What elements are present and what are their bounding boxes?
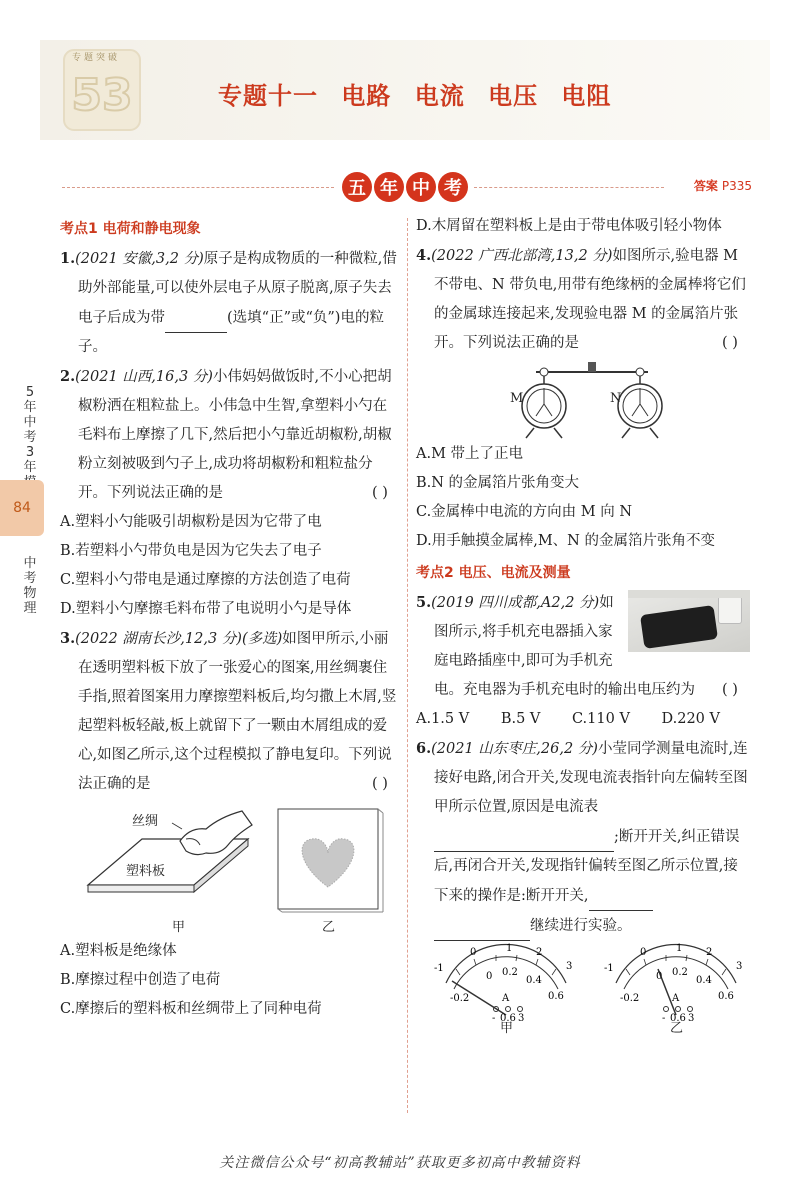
meter-a-top-3: 1 bbox=[506, 943, 513, 954]
meter-b-bottom-5: 0.6 bbox=[718, 991, 734, 1002]
question-4 bbox=[416, 241, 750, 358]
q5-answer-bracket: ( ) bbox=[722, 682, 738, 698]
q3-figure-yi-label: 乙 bbox=[322, 920, 336, 935]
q3-option-b: B.摩擦过程中创造了电荷 bbox=[60, 972, 221, 988]
q1-number: 1. bbox=[60, 250, 76, 267]
left-column bbox=[60, 212, 400, 1024]
meter-a-top-5: 3 bbox=[566, 961, 573, 972]
meter-b-term-1: - bbox=[662, 1013, 666, 1024]
meter-b-bottom-3: 0.2 bbox=[672, 967, 688, 978]
q6-figure-labels bbox=[416, 1021, 750, 1043]
q4-number: 4. bbox=[416, 247, 432, 264]
section-badge: 中 bbox=[406, 172, 436, 202]
meter-a-bottom-5: 0.6 bbox=[548, 991, 564, 1002]
question-6 bbox=[416, 734, 750, 941]
page-title: 专题十一 电路 电流 电压 电阻 bbox=[218, 82, 612, 110]
q4-option-d: D.用手触摸金属棒,M、N 的金属箔片张角不变 bbox=[416, 533, 715, 549]
q2-text: 小伟妈妈做饭时,不小心把胡椒粉洒在粗粒盐上。小伟急中生智,拿塑料小勺在毛料布上摩擦了几下,然后把小勺靠近胡椒粉,胡椒粉立刻被吸到勺子上,成功将胡椒粉和粗粒盐分开。下列说法正确的是 bbox=[78, 369, 392, 501]
phone-charger-photo bbox=[628, 590, 750, 652]
page-number: 84 bbox=[13, 500, 31, 516]
meter-b-top-1: -1 bbox=[604, 963, 614, 974]
meter-a-bottom-1: -0.2 bbox=[450, 993, 470, 1004]
q6-figure-jia-label: 甲 bbox=[500, 1021, 514, 1036]
q6-figure bbox=[416, 941, 750, 1027]
meter-a-term-3: 3 bbox=[518, 1013, 525, 1024]
q1-blank bbox=[165, 303, 227, 333]
electroscope-n-label: N bbox=[610, 391, 622, 406]
q3-text: 如图甲所示,小丽在透明塑料板下放了一张爱心的图案,用丝绸裹住手指,照着图案用力摩擦塑料板后,均匀撒上木屑,竖起塑料板轻敲,板上就留下了一颗由木屑组成的爱心,如图乙所示,这个过程模拟了静电复印。下列说法正确的是 bbox=[78, 631, 397, 792]
q4-option-b: B.N 的金属箔片张角变大 bbox=[416, 475, 580, 491]
section-title bbox=[342, 172, 468, 202]
q6-blank-1 bbox=[434, 822, 614, 852]
question-2 bbox=[60, 362, 400, 508]
q4-option-a: A.M 带上了正电 bbox=[416, 446, 524, 462]
meter-a-top-2: 0 bbox=[470, 947, 477, 958]
question-5 bbox=[416, 588, 750, 734]
q5-options bbox=[416, 705, 750, 734]
kp2-heading: 考点2 电压、电流及测量 bbox=[416, 565, 571, 581]
q5-option-a: A.1.5 V bbox=[416, 711, 470, 727]
meter-b-top-3: 1 bbox=[676, 943, 683, 954]
q2-option-c: C.塑料小勺带电是通过摩擦的方法创造了电荷 bbox=[60, 572, 351, 588]
footer-note: 关注微信公众号“初高教辅站”获取更多初高中教辅资料 bbox=[219, 1155, 581, 1171]
meter-a-top-4: 2 bbox=[536, 947, 543, 958]
meter-a-top-1: -1 bbox=[434, 963, 444, 974]
logo-number: 53 bbox=[71, 70, 133, 121]
q3-board-label: 塑料板 bbox=[126, 864, 166, 879]
q5-source: (2019 四川成都,A2,2 分) bbox=[431, 595, 600, 611]
meter-b-unit: A bbox=[672, 993, 680, 1004]
q3-figure-jia-label: 甲 bbox=[172, 920, 186, 935]
q1-text: 原子是构成物质的一种微粒,借助外部能量,可以使外层电子从原子脱离,原子失去电子后成为带 bbox=[78, 251, 397, 326]
q3-option-d: D.木屑留在塑料板上是由于带电体吸引轻小物体 bbox=[416, 218, 722, 234]
page-number-tab bbox=[0, 480, 44, 536]
q6-blank-2-cont bbox=[434, 911, 530, 941]
q6-source: (2021 山东枣庄,26,2 分) bbox=[431, 741, 598, 757]
q6-blank-2 bbox=[589, 881, 653, 911]
q3-answer-bracket: ( ) bbox=[372, 776, 388, 792]
section-badge: 考 bbox=[438, 172, 468, 202]
q4-source: (2022 广西北部湾,13,2 分) bbox=[431, 248, 613, 264]
q2-option-a: A.塑料小勺能吸引胡椒粉是因为它带了电 bbox=[60, 514, 322, 530]
q4-answer-bracket: ( ) bbox=[722, 335, 738, 351]
side-series-label: 5年中考3年 bbox=[23, 385, 37, 475]
meter-a-term-2: 0.6 bbox=[500, 1013, 516, 1024]
q5-option-d: D.220 V bbox=[661, 711, 720, 727]
meter-a-bottom-3: 0.2 bbox=[502, 967, 518, 978]
right-column bbox=[416, 212, 750, 1043]
q3-figure-drawing bbox=[60, 799, 400, 937]
answer-label: 答案 bbox=[693, 179, 718, 193]
section-divider-right bbox=[474, 187, 664, 188]
answer-page: P335 bbox=[721, 179, 752, 193]
kp1-heading: 考点1 电荷和静电现象 bbox=[60, 221, 201, 237]
question-1 bbox=[60, 244, 400, 362]
q5-option-b: B.5 V bbox=[500, 711, 541, 727]
question-3 bbox=[60, 624, 400, 799]
meter-a-bottom-2: 0 bbox=[486, 971, 493, 982]
q2-option-d: D.塑料小勺摩擦毛料布带了电说明小勺是导体 bbox=[60, 601, 352, 617]
meter-a-bottom-4: 0.4 bbox=[526, 975, 542, 986]
meter-b-bottom-1: -0.2 bbox=[620, 993, 640, 1004]
q4-option-c: C.金属棒中电流的方向由 M 向 N bbox=[416, 504, 633, 520]
meter-a-term-1: - bbox=[492, 1013, 496, 1024]
q5-text: 如图所示,将手机充电器插入家庭电路插座中,即可为手机充电。充电器为手机充电时的输出电压约为 bbox=[434, 595, 695, 698]
section-badge: 年 bbox=[374, 172, 404, 202]
meter-b-top-4: 2 bbox=[706, 947, 713, 958]
meter-b-top-2: 0 bbox=[640, 947, 647, 958]
q2-source: (2021 山西,16,3 分) bbox=[75, 369, 213, 385]
q2-option-b: B.若塑料小勺带负电是因为它失去了电子 bbox=[60, 543, 322, 559]
meter-b-top-5: 3 bbox=[736, 961, 743, 972]
q2-number: 2. bbox=[60, 368, 76, 385]
q6-text-end: 继续进行实验。 bbox=[530, 918, 632, 934]
electroscope-icon bbox=[416, 358, 750, 440]
q4-figure bbox=[416, 358, 750, 440]
meter-a-unit: A bbox=[502, 993, 510, 1004]
q6-text-mid: ;断开开关,纠正错误后,再闭合开关,发现指针偏转至图乙所示位置,接下来的操作是:断开开关, bbox=[434, 829, 740, 904]
q3-source: (2022 湖南长沙,12,3 分)(多选) bbox=[75, 631, 283, 647]
ammeter-icon bbox=[416, 941, 750, 1027]
logo-caption: 专题突破 bbox=[72, 53, 121, 63]
q3-option-c: C.摩擦后的塑料板和丝绸带上了同种电荷 bbox=[60, 1001, 322, 1017]
q3-silk-label: 丝绸 bbox=[132, 814, 159, 829]
q3-figure bbox=[60, 799, 400, 937]
answer-reference bbox=[694, 177, 752, 194]
electroscope-m-label: M bbox=[510, 391, 524, 406]
q1-source: (2021 安徽,3,2 分) bbox=[75, 251, 204, 267]
q1-text-end: (选填“正”或“负”)电的粒子。 bbox=[78, 310, 384, 355]
q4-text: 如图所示,验电器 M 不带电、N 带负电,用带有绝缘柄的金属棒将它们的金属球连接起来,发现验电器 M 的金属箔片张开。下列说法正确的是 bbox=[434, 248, 746, 351]
meter-b-bottom-4: 0.4 bbox=[696, 975, 712, 986]
side-subject-label: 中考物理 bbox=[23, 556, 37, 616]
meter-b-bottom-2: 0 bbox=[656, 971, 663, 982]
q6-number: 6. bbox=[416, 740, 432, 757]
q6-figure-yi-label: 乙 bbox=[670, 1021, 684, 1036]
section-badge: 五 bbox=[342, 172, 372, 202]
q6-text: 小莹同学测量电流时,连接好电路,闭合开关,发现电流表指针向左偏转至图甲所示位置,原因是电流表 bbox=[434, 741, 748, 815]
q3-number: 3. bbox=[60, 630, 76, 647]
q5-option-c: C.110 V bbox=[571, 711, 630, 727]
q2-answer-bracket: ( ) bbox=[372, 485, 388, 501]
meter-b-term-3: 3 bbox=[688, 1013, 695, 1024]
q3-option-a: A.塑料板是绝缘体 bbox=[60, 943, 177, 959]
column-divider bbox=[407, 218, 408, 1113]
section-divider-left bbox=[62, 187, 334, 188]
q5-number: 5. bbox=[416, 594, 432, 611]
meter-b-term-2: 0.6 bbox=[670, 1013, 686, 1024]
